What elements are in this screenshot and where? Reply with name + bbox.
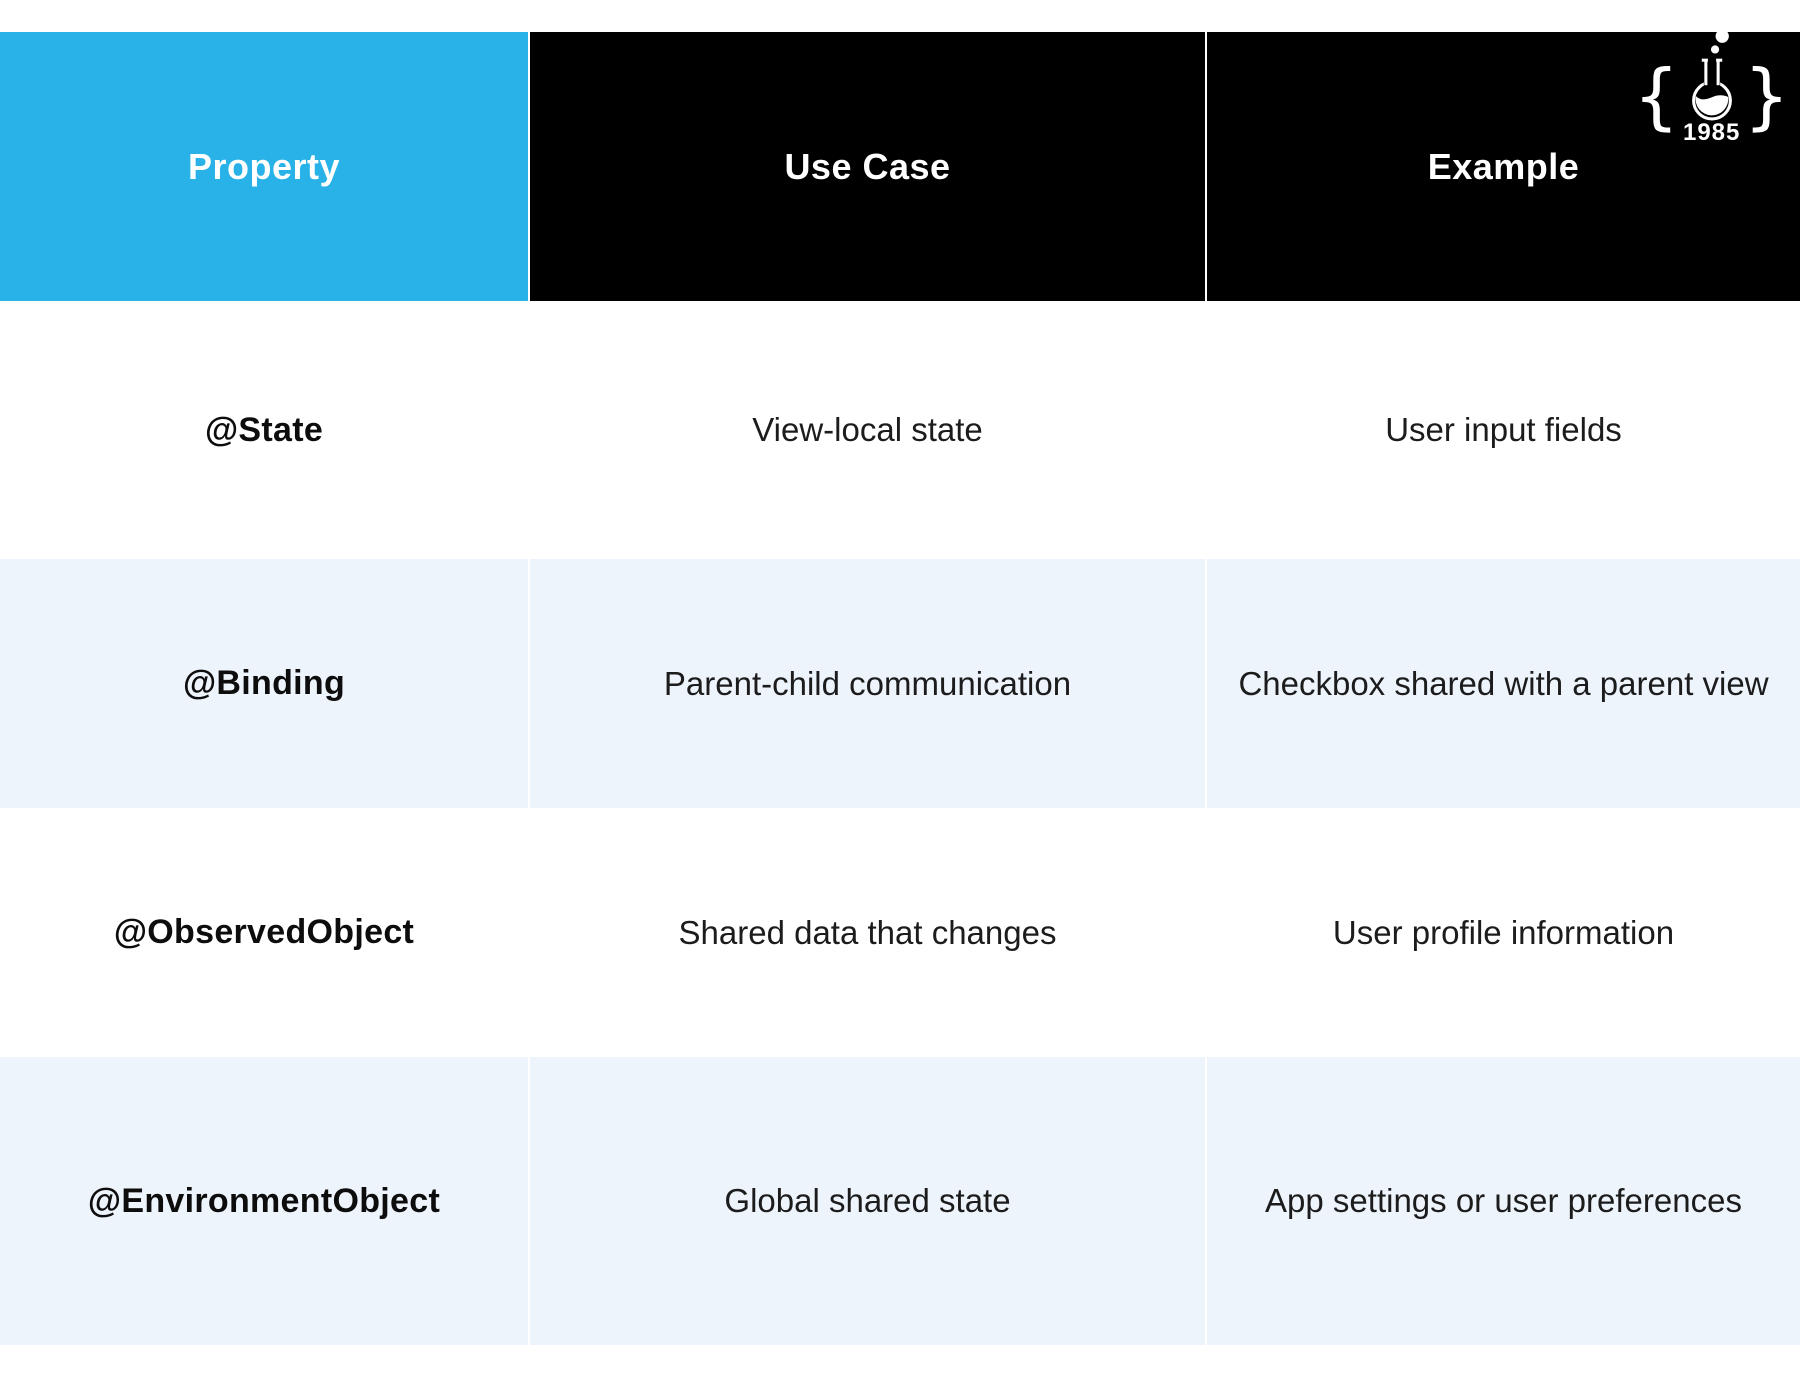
example-text: App settings or user preferences — [1265, 1182, 1742, 1219]
cell-property-observedobject — [0, 808, 528, 1057]
right-brace-glyph: } — [1743, 54, 1790, 139]
cell-example-state — [1207, 301, 1800, 559]
header-cell-property — [0, 32, 528, 301]
property-name: @ObservedObject — [113, 913, 415, 951]
cell-use-case-state — [530, 301, 1205, 559]
header-label-example: Example — [1427, 145, 1580, 187]
cell-example-environmentobject — [1207, 1057, 1800, 1345]
use-case-text: Parent-child communication — [663, 664, 1072, 702]
property-name: @State — [204, 410, 324, 449]
property-wrapper-table — [0, 32, 1800, 1345]
property-name: @Binding — [182, 664, 346, 702]
use-case-text: View-local state — [752, 411, 983, 448]
header-label-property: Property — [187, 145, 341, 187]
cell-example-observedobject — [1207, 808, 1800, 1057]
header-cell-use-case — [530, 32, 1205, 301]
use-case-text: Shared data that changes — [678, 913, 1057, 951]
example-text: User profile information — [1332, 913, 1675, 951]
property-name: @EnvironmentObject — [87, 1181, 441, 1220]
logo-year-text: 1985 — [1682, 119, 1741, 146]
cell-use-case-observedobject — [530, 808, 1205, 1057]
cell-property-state — [0, 301, 528, 559]
cell-use-case-binding — [530, 559, 1205, 808]
use-case-text: Global shared state — [724, 1182, 1011, 1219]
header-label-use-case: Use Case — [784, 145, 951, 187]
example-text: User input fields — [1385, 411, 1622, 448]
example-text: Checkbox shared with a parent view — [1238, 664, 1769, 702]
cell-use-case-environmentobject — [530, 1057, 1205, 1345]
cell-property-binding — [0, 559, 528, 808]
header-cell-example — [1207, 32, 1800, 301]
brand-logo — [1633, 28, 1790, 147]
cell-example-binding — [1207, 559, 1800, 808]
left-brace-glyph: { — [1633, 54, 1680, 139]
flask-icon — [1681, 28, 1743, 131]
cell-property-environmentobject — [0, 1057, 528, 1345]
